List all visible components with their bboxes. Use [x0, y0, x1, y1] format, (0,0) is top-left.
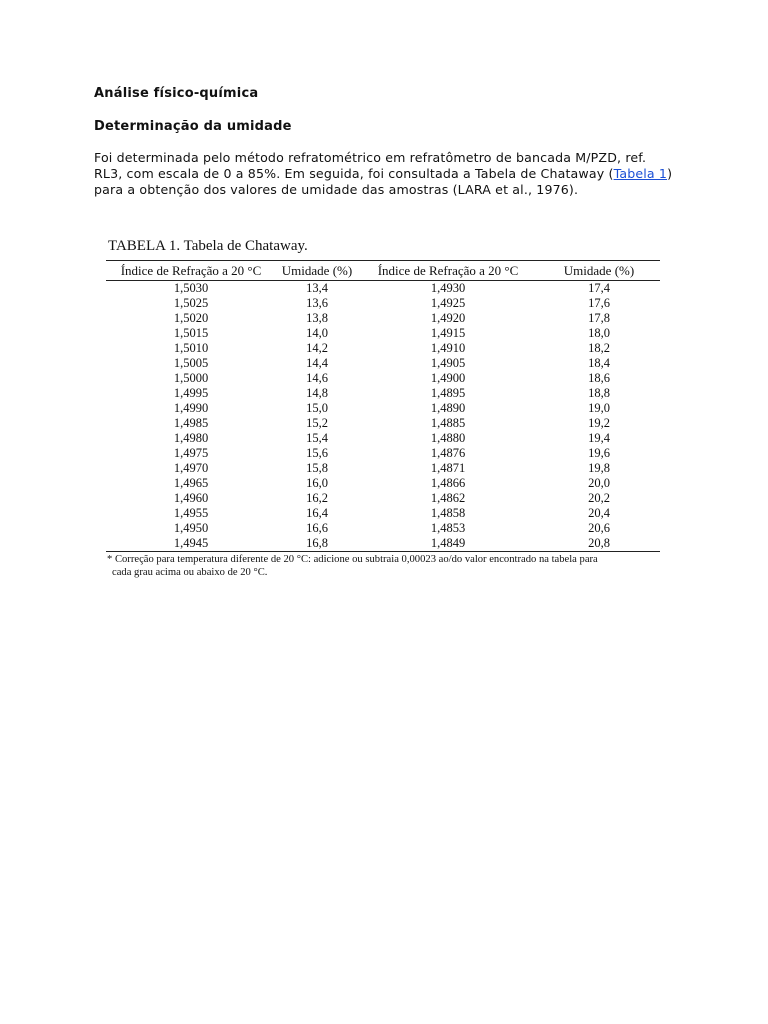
cell-refraction-index-2: 1,4876 — [430, 446, 466, 460]
cell-refraction-index-2: 1,4862 — [430, 491, 466, 505]
table-1-link[interactable]: Tabela 1 — [613, 166, 668, 181]
header-refraction-index-2: Índice de Refração a 20 °C — [358, 261, 538, 281]
cell-refraction-index-2: 1,4930 — [430, 281, 466, 295]
subsection-heading: Determinação da umidade — [94, 119, 292, 134]
cell-refraction-index-1: 1,4950 — [173, 521, 209, 535]
cell-moisture-1: 14,2 — [306, 341, 328, 355]
header-moisture-2: Umidade (%) — [538, 261, 660, 281]
cell-moisture-2: 20,2 — [588, 491, 610, 505]
footnote-line-2: cada grau acima ou abaixo de 20 °C. — [112, 567, 268, 578]
cell-moisture-2: 18,6 — [588, 371, 610, 385]
cell-moisture-2: 19,0 — [588, 401, 610, 415]
cell-moisture-1: 14,6 — [306, 371, 328, 385]
table-header-row — [106, 261, 660, 281]
table-row — [106, 416, 660, 431]
cell-refraction-index-1: 1,5030 — [173, 281, 209, 295]
table-row — [106, 521, 660, 536]
cell-refraction-index-1: 1,5000 — [173, 371, 209, 385]
table-row — [106, 341, 660, 356]
cell-moisture-1: 14,8 — [306, 386, 328, 400]
cell-refraction-index-2: 1,4871 — [430, 461, 466, 475]
cell-refraction-index-1: 1,4995 — [173, 386, 209, 400]
cell-moisture-2: 17,8 — [588, 311, 610, 325]
cell-moisture-2: 18,2 — [588, 341, 610, 355]
cell-moisture-1: 16,2 — [306, 491, 328, 505]
table-body — [106, 281, 660, 552]
cell-refraction-index-1: 1,5015 — [173, 326, 209, 340]
cell-refraction-index-2: 1,4880 — [430, 431, 466, 445]
cell-refraction-index-2: 1,4853 — [430, 521, 466, 535]
cell-moisture-1: 13,4 — [306, 281, 328, 295]
footnote-line-1: * Correção para temperatura diferente de 20 °C: adicione ou subtraia 0,00023 ao/do valor encontrado na tabela para — [107, 554, 598, 565]
table-footnote — [107, 553, 662, 579]
cell-refraction-index-1: 1,4990 — [173, 401, 209, 415]
table-row — [106, 356, 660, 371]
cell-refraction-index-1: 1,5025 — [173, 296, 209, 310]
table-caption: TABELA 1. Tabela de Chataway. — [108, 238, 308, 254]
cell-moisture-2: 20,8 — [538, 536, 660, 552]
table-row — [106, 371, 660, 386]
table-row — [106, 401, 660, 416]
table-row — [106, 296, 660, 311]
cell-refraction-index-1: 1,4980 — [173, 431, 209, 445]
cell-moisture-2: 20,0 — [588, 476, 610, 490]
cell-refraction-index-2: 1,4895 — [430, 386, 466, 400]
cell-refraction-index-2: 1,4905 — [430, 356, 466, 370]
cell-refraction-index-2: 1,4920 — [430, 311, 466, 325]
cell-refraction-index-2: 1,4849 — [358, 536, 538, 552]
cell-moisture-2: 18,8 — [588, 386, 610, 400]
paragraph-text-after: ) para a obtenção dos valores de umidade das amostras (LARA et al., 1976). — [94, 166, 673, 197]
cell-refraction-index-2: 1,4866 — [430, 476, 466, 490]
table-row — [106, 536, 660, 552]
cell-moisture-1: 15,2 — [306, 416, 328, 430]
cell-refraction-index-2: 1,4858 — [430, 506, 466, 520]
cell-refraction-index-1: 1,5010 — [173, 341, 209, 355]
cell-refraction-index-2: 1,4915 — [430, 326, 466, 340]
cell-refraction-index-2: 1,4890 — [430, 401, 466, 415]
table-row — [106, 386, 660, 401]
cell-moisture-1: 13,8 — [306, 311, 328, 325]
cell-moisture-1: 14,4 — [306, 356, 328, 370]
cell-moisture-2: 19,6 — [588, 446, 610, 460]
section-heading: Análise físico-química — [94, 86, 259, 101]
chataway-table-figure — [106, 238, 662, 579]
table-row — [106, 431, 660, 446]
cell-refraction-index-2: 1,4885 — [430, 416, 466, 430]
cell-moisture-1: 16,4 — [306, 506, 328, 520]
table-row — [106, 476, 660, 491]
cell-moisture-2: 20,4 — [588, 506, 610, 520]
cell-refraction-index-1: 1,4975 — [173, 446, 209, 460]
table-row — [106, 311, 660, 326]
cell-moisture-1: 16,8 — [276, 536, 358, 552]
cell-moisture-2: 17,6 — [588, 296, 610, 310]
cell-moisture-1: 16,6 — [306, 521, 328, 535]
methodology-paragraph — [94, 150, 674, 198]
table-row — [106, 326, 660, 341]
table-row — [106, 506, 660, 521]
table-row — [106, 461, 660, 476]
cell-refraction-index-1: 1,4960 — [173, 491, 209, 505]
cell-moisture-2: 19,2 — [588, 416, 610, 430]
cell-refraction-index-1: 1,4955 — [173, 506, 209, 520]
header-refraction-index-1: Índice de Refração a 20 °C — [106, 261, 276, 281]
table-row — [106, 491, 660, 506]
cell-refraction-index-1: 1,4985 — [173, 416, 209, 430]
cell-moisture-2: 18,0 — [588, 326, 610, 340]
cell-refraction-index-2: 1,4900 — [430, 371, 466, 385]
cell-refraction-index-1: 1,5005 — [173, 356, 209, 370]
cell-moisture-2: 19,4 — [588, 431, 610, 445]
cell-moisture-2: 18,4 — [588, 356, 610, 370]
cell-moisture-1: 13,6 — [306, 296, 328, 310]
cell-refraction-index-1: 1,4970 — [173, 461, 209, 475]
table-row — [106, 281, 660, 297]
cell-refraction-index-1: 1,5020 — [173, 311, 209, 325]
cell-refraction-index-1: 1,4965 — [173, 476, 209, 490]
cell-refraction-index-1: 1,4945 — [106, 536, 276, 552]
cell-moisture-2: 17,4 — [588, 281, 610, 295]
cell-moisture-1: 15,0 — [306, 401, 328, 415]
cell-refraction-index-2: 1,4925 — [430, 296, 466, 310]
cell-moisture-1: 15,6 — [306, 446, 328, 460]
cell-refraction-index-2: 1,4910 — [430, 341, 466, 355]
cell-moisture-2: 20,6 — [588, 521, 610, 535]
cell-moisture-1: 15,4 — [306, 431, 328, 445]
cell-moisture-1: 15,8 — [306, 461, 328, 475]
table-row — [106, 446, 660, 461]
cell-moisture-1: 16,0 — [306, 476, 328, 490]
cell-moisture-1: 14,0 — [306, 326, 328, 340]
cell-moisture-2: 19,8 — [588, 461, 610, 475]
paragraph-text-before: Foi determinada pelo método refratométrico em refratômetro de bancada M/PZD, ref. RL3, com escala de 0 a 85%. Em seguida, foi consultada a Tabela de Chataway ( — [94, 150, 647, 181]
header-moisture-1: Umidade (%) — [276, 261, 358, 281]
chataway-table — [106, 260, 660, 552]
